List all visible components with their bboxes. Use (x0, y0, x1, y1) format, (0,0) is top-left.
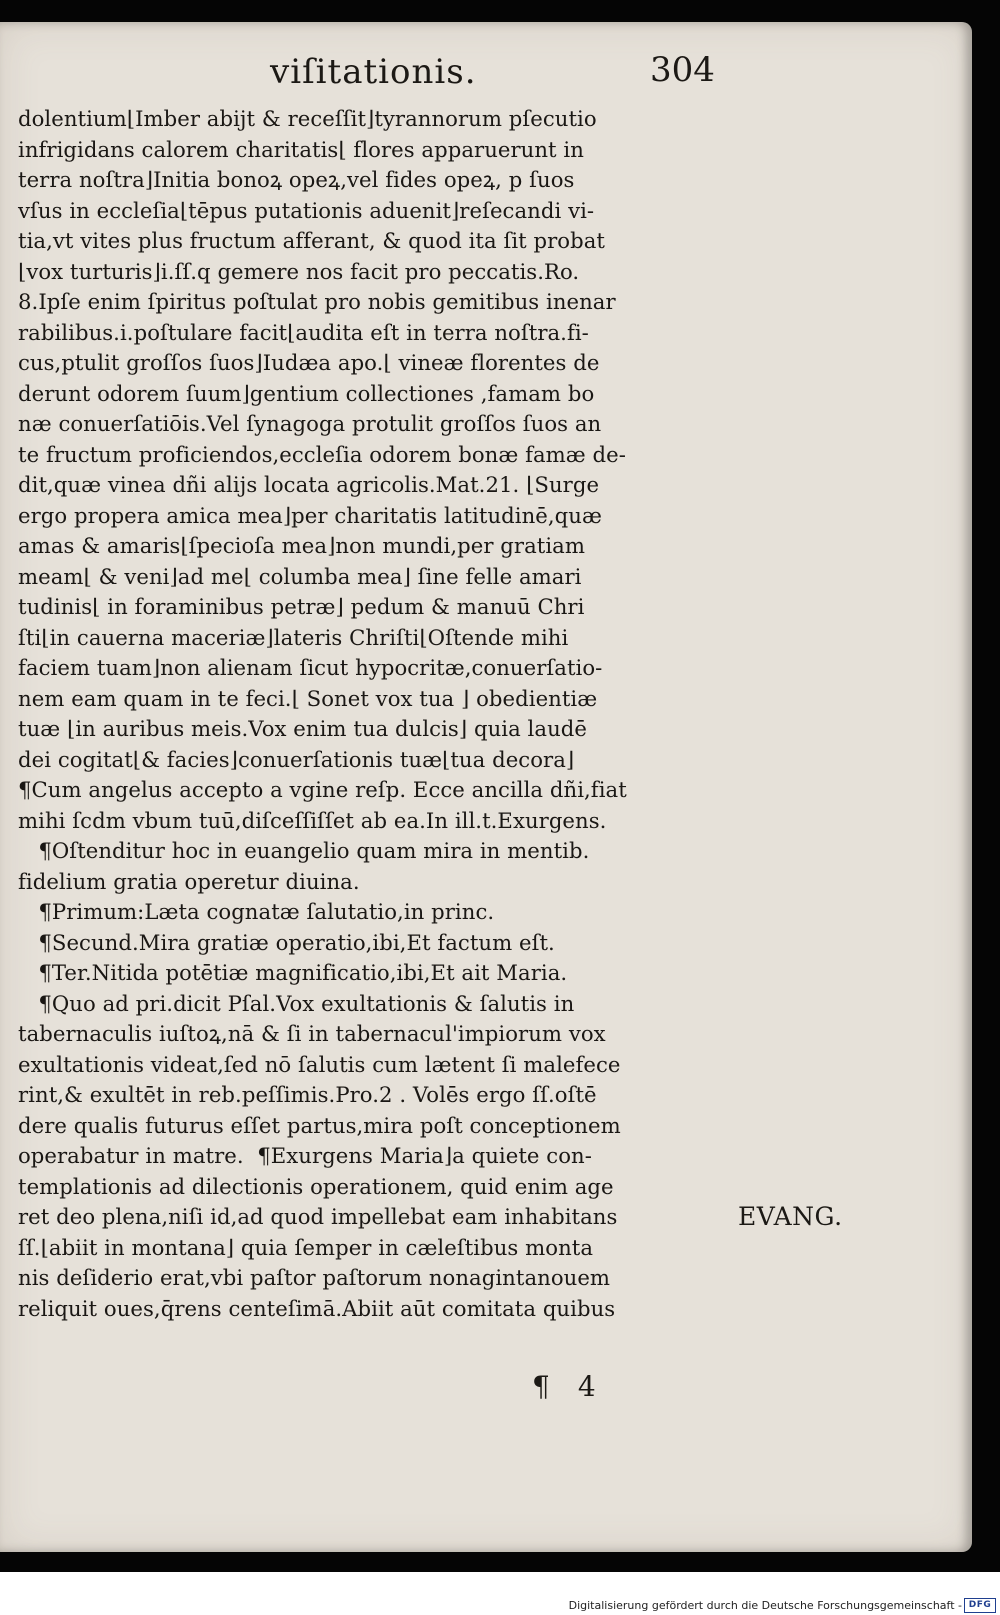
text-line: dei cogitat⌊& facies⌋conuerſationis tuæ⌊tua decora⌋ (18, 746, 575, 772)
signature-number: 4 (577, 1370, 596, 1403)
text-line: operabatur in matre. ¶Exurgens Maria⌋a quiete con- (18, 1143, 592, 1168)
text-line: ¶Cum angelus accepto a vgine reſp. Ecce ancilla dñi,fiat (18, 777, 627, 802)
dfg-logo: DFG (964, 1598, 996, 1613)
text-line: terra noſtra⌋Initia bonoꝝ opeꝝ,vel fides opeꝝ, p ſuos (18, 167, 575, 192)
page-number: 304 (650, 50, 715, 90)
text-line: ¶Ter.Nitida potētiæ magnificatio,ibi,Et ait Maria. (18, 960, 568, 985)
book-page (0, 22, 972, 1552)
pilcrow-mark: ¶ (532, 1370, 550, 1403)
text-line: faciem tuam⌋non alienam ſicut hypocritæ,conuerſatio- (18, 655, 603, 680)
text-line: næ conuerſatiōis.Vel ſynagoga protulit groſſos ſuos an (18, 411, 602, 436)
text-line: ¶Secund.Mira gratiæ operatio,ibi,Et factum eſt. (18, 929, 555, 955)
text-line: dolentium⌊Imber abijt & receſſit⌋tyrannorum pſecutio (18, 106, 597, 131)
text-line: rabilibus.i.poſtulare facit⌊audita eſt in terra noſtra.fi- (18, 319, 589, 345)
text-line: ⌊vox turturis⌋i.ſſ.q gemere nos facit pro peccatis.Ro. (18, 258, 580, 284)
text-line: rint,& exultēt in reb.peſſimis.Pro.2 . Volēs ergo ſſ.oſtē (18, 1082, 597, 1107)
footer-credit: Digitalisierung gefördert durch die Deutsche Forschungsgemeinschaft - (568, 1599, 962, 1612)
text-line: nis deſiderio erat,vbi paſtor paſtorum nonagintanouem (18, 1265, 611, 1290)
text-line: ſſ.⌊abiit in montana⌋ quia ſemper in cæleſtibus monta (18, 1234, 594, 1260)
text-line: te fructum proficiendos,eccleſia odorem bonæ famæ de- (18, 441, 626, 467)
text-line: ret deo plena,niſi id,ad quod impellebat eam inhabitans (18, 1204, 618, 1229)
text-line: ¶Primum:Læta cognatæ ſalutatio,in princ. (18, 899, 495, 924)
body-text (18, 104, 753, 1324)
text-line: nem eam quam in te feci.⌊ Sonet vox tua ⌋ obedientiæ (18, 685, 598, 711)
text-line: ergo propera amica mea⌋per charitatis latitudinē,quæ (18, 502, 602, 528)
text-line: mihi ſcdm vbum tuū,diſceſſiſſet ab ea.In ill.t.Exurgens. (18, 807, 607, 833)
text-line: vſus in eccleſia⌊tēpus putationis aduenit⌋reſecandi vi- (18, 197, 595, 223)
text-line: ¶Quo ad pri.dicit Pſal.Vox exultationis & ſalutis in (18, 990, 575, 1016)
text-line: tuæ ⌊in auribus meis.Vox enim tua dulcis⌋ quia laudē (18, 716, 587, 741)
text-line: tudinis⌊ in foraminibus petræ⌋ pedum & manuū Chri (18, 594, 585, 619)
text-line: 8.Ipſe enim ſpiritus poſtulat pro nobis gemitibus inenar (18, 289, 616, 314)
text-line: derunt odorem ſuum⌋gentium collectiones ,famam bo (18, 380, 595, 406)
text-line: ¶Oſtenditur hoc in euangelio quam mira in mentib. (18, 838, 590, 863)
text-line: exultationis videat,ſed nō ſalutis cum lætent ſi malefece (18, 1051, 621, 1077)
signature-mark (532, 1370, 596, 1403)
text-line: meam⌊ & veni⌋ad me⌊ columba mea⌋ ſine felle amari (18, 563, 582, 589)
text-line: tabernaculis iuſtoꝝ,nā & ſi in tabernacul'impiorum vox (18, 1021, 606, 1046)
text-line: fidelium gratia operetur diuina. (18, 868, 360, 894)
text-line: templationis ad dilectionis operationem, quid enim age (18, 1173, 614, 1199)
text-line: tia,vt vites plus fructum afferant, & quod ita ſit probat (18, 228, 605, 253)
text-line: ſti⌊in cauerna maceriæ⌋lateris Chriſti⌊Oſtende mihi (18, 624, 569, 650)
running-head: viſitationis. (270, 52, 477, 92)
text-line: reliquit oues,q̄rens centeſimā.Abiit aūt comitata quibus (18, 1295, 616, 1321)
text-line: dere qualis futurus eſſet partus,mira poſt conceptionem (18, 1112, 621, 1138)
text-line: cus,ptulit groſſos ſuos⌋Iudæa apo.⌊ vineæ florentes de (18, 350, 600, 375)
margin-note: EVANG. (738, 1202, 843, 1231)
text-line: amas & amaris⌊ſpecioſa mea⌋non mundi,per gratiam (18, 533, 585, 558)
text-line: dit,quæ vinea dñi alijs locata agricolis.Mat.21. ⌊Surge (18, 472, 600, 497)
text-line: infrigidans calorem charitatis⌊ flores apparuerunt in (18, 136, 584, 162)
